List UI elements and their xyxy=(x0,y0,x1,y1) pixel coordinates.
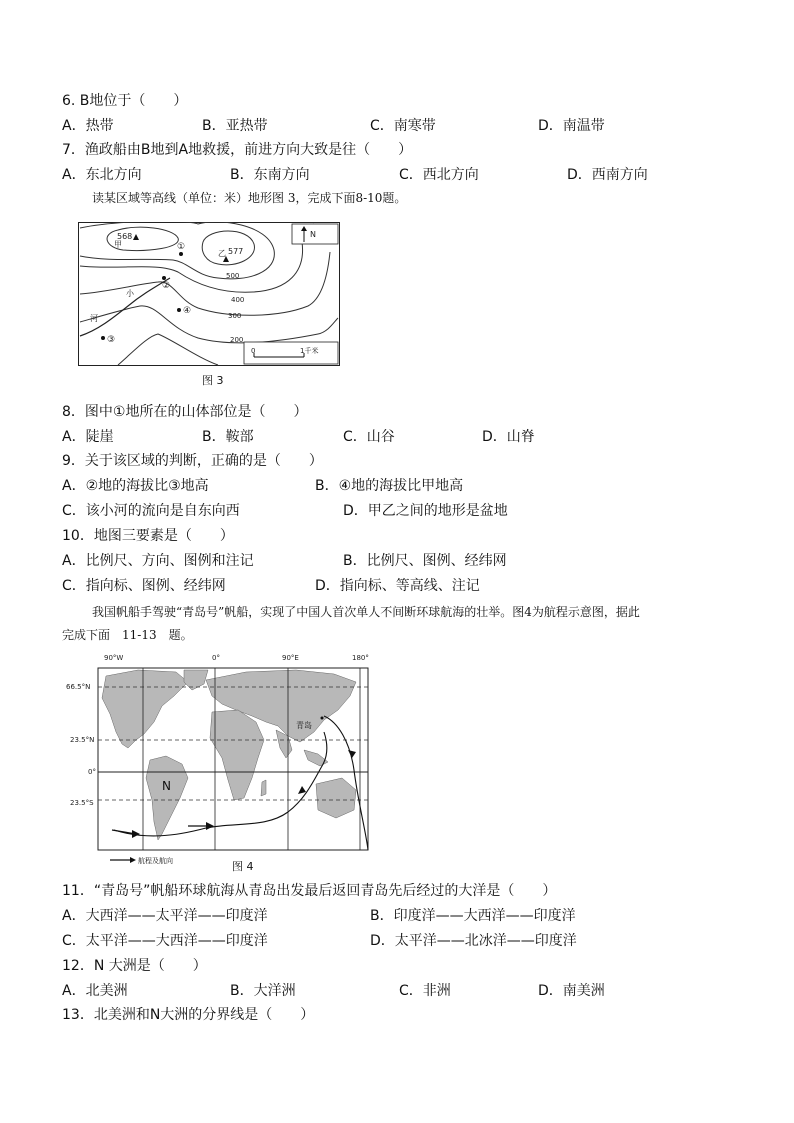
q11-option-a: A．大西洋——太平洋——印度洋 xyxy=(62,908,268,924)
qingdao-label: 青岛 xyxy=(296,721,312,730)
q11-option-d: D．太平洋——北冰洋——印度洋 xyxy=(370,933,577,949)
north-label: N xyxy=(310,230,316,239)
q10-option-b: B．比例尺、图例、经纬网 xyxy=(343,553,507,569)
point-4-dot xyxy=(177,308,181,312)
q6-option-c: C．南寒带 xyxy=(370,118,436,134)
q12-option-c: C．非洲 xyxy=(399,983,451,999)
q10-option-c: C．指向标、图例、经纬网 xyxy=(62,578,226,594)
peak-b-elev: 577 xyxy=(228,247,244,256)
legend-label: 航程及航向 xyxy=(138,857,173,865)
q9-option-c: C．该小河的流向是自东向西 xyxy=(62,503,240,519)
q10-stem: 10．地图三要素是（ ） xyxy=(62,528,234,544)
contour-label-300: 300 xyxy=(228,312,242,320)
q8-option-c: C．山谷 xyxy=(343,429,395,445)
q12-option-d: D．南美洲 xyxy=(538,983,605,999)
river-label-1: 小 xyxy=(126,289,134,298)
peak-a-elev: 568 xyxy=(117,232,133,241)
figure-3-caption: 图 3 xyxy=(202,374,224,387)
lat-label-equator: 0° xyxy=(88,768,96,776)
point-2-label: ② xyxy=(162,281,171,291)
q12-option-b: B．大洋洲 xyxy=(230,983,296,999)
q7-option-a: A．东北方向 xyxy=(62,167,142,183)
q6-stem: 6. B地位于（ ） xyxy=(62,93,188,109)
q7-option-b: B．东南方向 xyxy=(230,167,310,183)
river-label-2: 河 xyxy=(90,314,98,323)
lat-label-23n: 23.5°N xyxy=(70,736,95,744)
contour-label-200: 200 xyxy=(230,336,244,344)
madagascar-shape xyxy=(261,780,266,796)
q8-option-b: B．鞍部 xyxy=(202,429,254,445)
q7-stem: 7．渔政船由B地到A地救援，前进方向大致是往（ ） xyxy=(62,142,413,158)
point-1-dot xyxy=(179,252,183,256)
q8-option-d: D．山脊 xyxy=(482,429,535,445)
q9-option-a: A．②地的海拔比③地高 xyxy=(62,478,209,494)
q8-stem: 8．图中①地所在的山体部位是（ ） xyxy=(62,404,308,420)
lon-label-180: 180° xyxy=(352,654,369,662)
q9-stem: 9．关于该区域的判断，正确的是（ ） xyxy=(62,453,323,469)
intro-voyage-line2: 完成下面 11-13 题。 xyxy=(62,628,193,642)
scale-length: 1千米 xyxy=(300,347,319,355)
q6-option-a: A．热带 xyxy=(62,118,114,134)
world-voyage-map-figure xyxy=(66,652,374,874)
point-1-label: ① xyxy=(177,242,186,252)
q7-option-d: D．西南方向 xyxy=(567,167,648,183)
q11-option-c: C．太平洋——大西洋——印度洋 xyxy=(62,933,268,949)
q11-stem: 11．“青岛号”帆船环球航海从青岛出发最后返回青岛先后经过的大洋是（ ） xyxy=(62,883,557,899)
q6-option-b: B．亚热带 xyxy=(202,118,268,134)
q11-option-b: B．印度洋——大西洋——印度洋 xyxy=(370,908,576,924)
q7-option-c: C．西北方向 xyxy=(399,167,479,183)
point-2-dot xyxy=(162,276,166,280)
contour-map-figure xyxy=(78,222,340,366)
peak-b-label: 乙 xyxy=(218,249,226,258)
q13-stem: 13．北美洲和N大洲的分界线是（ ） xyxy=(62,1007,315,1023)
lon-label-90w: 90°W xyxy=(104,654,124,662)
figure-4-caption: 图 4 xyxy=(232,860,254,873)
q6-option-d: D．南温带 xyxy=(538,118,605,134)
peak-a-label: 甲 xyxy=(114,240,122,249)
contour-label-400: 400 xyxy=(231,296,245,304)
intro-voyage-line1: 我国帆船手驾驶“青岛号”帆船，实现了中国人首次单人不间断环球航海的壮举。图4为航程示意图，据此 xyxy=(92,605,640,619)
q12-option-a: A．北美洲 xyxy=(62,983,128,999)
continent-n-label: N xyxy=(162,779,171,793)
point-4-label: ④ xyxy=(183,306,192,316)
q10-option-a: A．比例尺、方向、图例和注记 xyxy=(62,553,254,569)
lat-label-23s: 23.5°S xyxy=(70,799,94,807)
scale-box xyxy=(244,342,338,364)
point-3-dot xyxy=(101,336,105,340)
scale-zero: 0 xyxy=(251,347,256,355)
intro-contour-map: 读某区域等高线（单位：米）地形图 3，完成下面8-10题。 xyxy=(92,191,407,205)
lat-label-66n: 66.5°N xyxy=(66,683,91,691)
lon-label-90e: 90°E xyxy=(282,654,299,662)
q10-option-d: D．指向标、等高线、注记 xyxy=(315,578,480,594)
q9-option-d: D．甲乙之间的地形是盆地 xyxy=(343,503,508,519)
lon-label-0: 0° xyxy=(212,654,220,662)
q8-option-a: A．陡崖 xyxy=(62,429,114,445)
contour-label-500: 500 xyxy=(226,272,240,280)
qingdao-dot xyxy=(321,717,324,720)
point-3-label: ③ xyxy=(107,335,116,345)
q9-option-b: B．④地的海拔比甲地高 xyxy=(315,478,464,494)
q12-stem: 12．N 大洲是（ ） xyxy=(62,958,207,974)
